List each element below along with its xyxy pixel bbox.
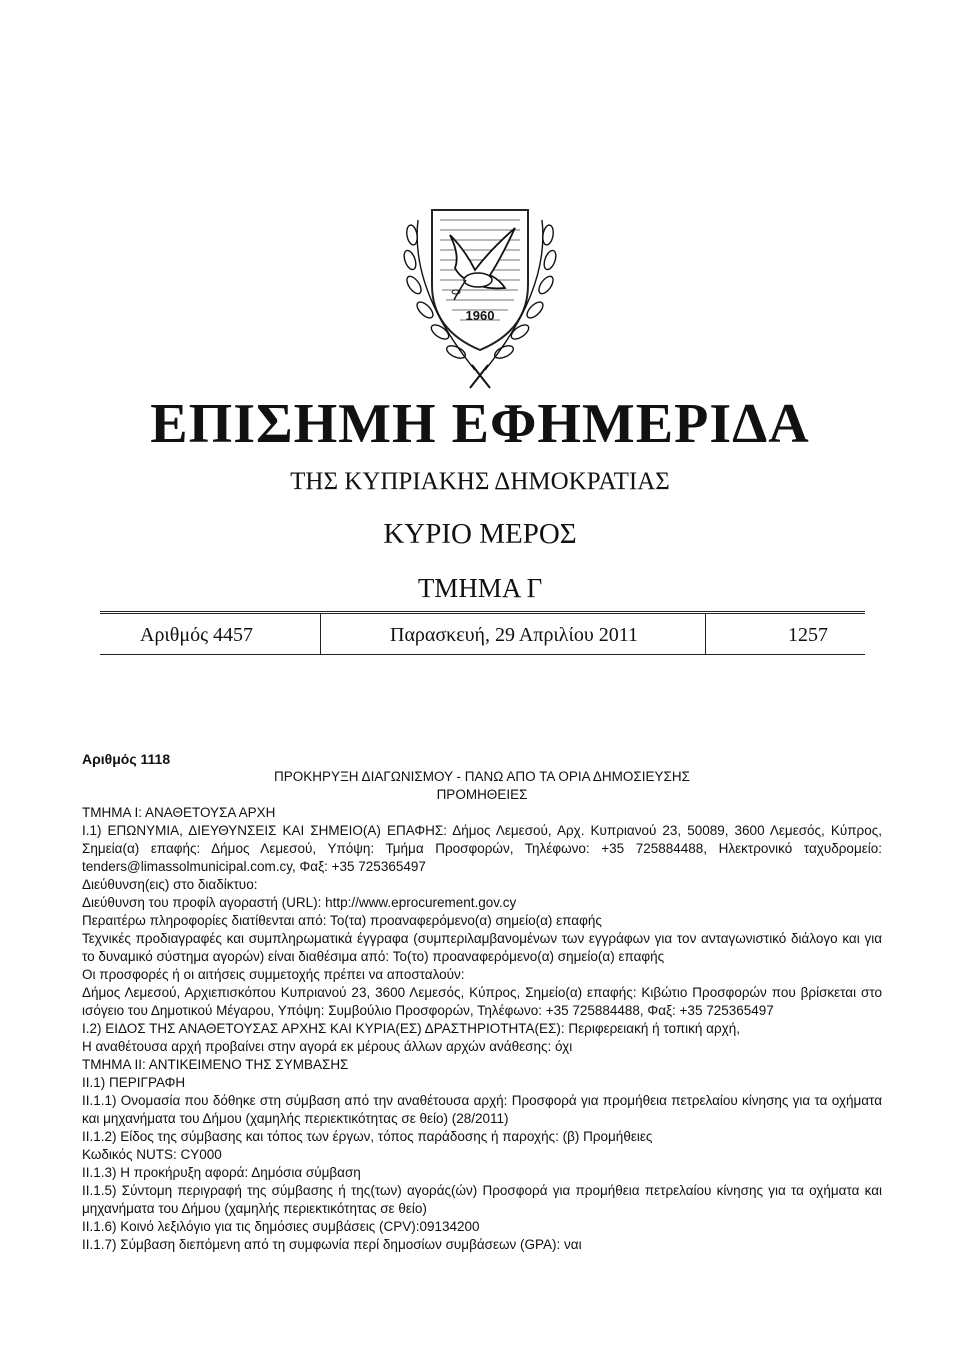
notice-line: ΙΙ.1.7) Σύμβαση διεπόμενη από τη συμφωνία περί δημοσίων συμβάσεων (GPA): ναι bbox=[82, 1237, 582, 1252]
section-heading: ΤΜΗΜΑ Ι: ΑΝΑΘΕΤΟΥΣΑ ΑΡΧΗ bbox=[82, 805, 276, 820]
notice-line: ΙΙ.1) ΠΕΡΙΓΡΑΦΗ bbox=[82, 1075, 186, 1090]
notice-line: Περαιτέρω πληροφορίες διατίθενται από: Το(τα) προαναφερόμενο(α) σημείο(α) επαφής bbox=[82, 913, 602, 928]
coat-of-arms-emblem bbox=[380, 180, 580, 395]
section-heading: ΤΜΗΜΑ ΙΙ: ΑΝΤΙΚΕΙΜΕΝΟ ΤΗΣ ΣΥΜΒΑΣΗΣ bbox=[82, 1057, 349, 1072]
notice-line: Οι προσφορές ή οι αιτήσεις συμμετοχής πρέπει να αποσταλούν: bbox=[82, 967, 465, 982]
notice-heading: ΠΡΟΚΗΡΥΞΗ ΔΙΑΓΩΝΙΣΜΟΥ - ΠΑΝΩ ΑΠΟ ΤΑ ΟΡΙΑ ΔΗΜΟΣΙΕΥΣΗΣ bbox=[274, 769, 690, 784]
emblem-year: 1960 bbox=[465, 308, 495, 323]
gazette-section: ΤΜΗΜΑ Γ bbox=[417, 573, 543, 603]
notice-paragraph: ΙΙ.1.5) Σύντομη περιγραφή της σύμβασης ή της(των) αγοράς(ών) Προσφορά για προμήθεια πετρελαίου κίνησης για τα οχήματα και μηχανήματα του Δήμου (χαμηλής περιεκτικότητας σε θείο) bbox=[82, 1183, 882, 1216]
page-number: 1257 bbox=[788, 624, 828, 646]
issue-divider bbox=[320, 614, 321, 654]
notice-line: Ι.2) ΕΙΔΟΣ ΤΗΣ ΑΝΑΘΕΤΟΥΣΑΣ ΑΡΧΗΣ ΚΑΙ ΚΥΡΙΑ(ΕΣ) ΔΡΑΣΤΗΡΙΟΤΗΤΑ(ΕΣ): Περιφερειακή ή τοπική αρχή, bbox=[82, 1021, 740, 1036]
notice-content bbox=[82, 750, 882, 1254]
notice-line: Διεύθυνση(εις) στο διαδίκτυο: bbox=[82, 877, 258, 892]
issue-date: Παρασκευή, 29 Απριλίου 2011 bbox=[390, 624, 639, 646]
notice-line: ΙΙ.1.3) Η προκήρυξη αφορά: Δημόσια σύμβαση bbox=[82, 1165, 361, 1180]
notice-subheading: ΠΡΟΜΗΘΕΙΕΣ bbox=[436, 787, 528, 802]
notice-line: ΙΙ.1.2) Είδος της σύμβασης και τόπος των έργων, τόπος παράδοσης ή παροχής: (β) Προμήθειες bbox=[82, 1129, 653, 1144]
notice-paragraph: Ι.1) ΕΠΩΝΥΜΙΑ, ΔΙΕΥΘΥΝΣΕΙΣ ΚΑΙ ΣΗΜΕΙΟ(Α) ΕΠΑΦΗΣ: Δήμος Λεμεσού, Αρχ. Κυπριανού 23, 50089, 3600 Λεμεσός, Κύπρος, Σημεία(α) επαφής: Δήμος Λεμεσού, Υπόψη: Τμήμα Προσφορών, Τηλέφωνο: +35 725884488, Ηλεκτρονικό ταχυδρομείο: tenders@limassolmunicipal.com.cy, Φαξ: +35 725365497 bbox=[82, 823, 882, 874]
issue-bar bbox=[100, 611, 865, 655]
gazette-subtitle: ΤΗΣ ΚΥΠΡΙΑΚΗΣ ΔΗΜΟΚΡΑΤΙΑΣ bbox=[290, 468, 670, 495]
notice-paragraph: Τεχνικές προδιαγραφές και συμπληρωματικά έγγραφα (συμπεριλαμβανομένων των εγγράφων για τον ανταγωνιστικό διάλογο και για το δυναμικό σύστημα αγορών) είναι διαθέσιμα από: Το(το) προαναφερόμενο(α) σημείο(α) επαφής bbox=[82, 931, 882, 964]
gazette-part: ΚΥΡΙΟ ΜΕΡΟΣ bbox=[383, 518, 577, 550]
gazette-title: ΕΠΙΣΗΜΗ ΕΦΗΜΕΡΙΔΑ bbox=[150, 393, 810, 455]
notice-paragraph: ΙΙ.1.1) Ονομασία που δόθηκε στη σύμβαση από την αναθέτουσα αρχή: Προσφορά για προμήθεια πετρελαίου κίνησης για τα οχήματα και μηχανήματα του Δήμου (χαμηλής περιεκτικότητας σε θείο) (28/2011) bbox=[82, 1093, 882, 1126]
notice-line: ΙΙ.1.6) Κοινό λεξιλόγιο για τις δημόσιες συμβάσεις (CPV):09134200 bbox=[82, 1219, 480, 1234]
issue-number: Αριθμός 4457 bbox=[140, 624, 254, 646]
issue-divider bbox=[705, 614, 706, 654]
notice-line: Κωδικός NUTS: CY000 bbox=[82, 1147, 222, 1162]
notice-line: Η αναθέτουσα αρχή προβαίνει στην αγορά εκ μέρους άλλων αρχών ανάθεσης: όχι bbox=[82, 1039, 573, 1054]
notice-paragraph: Δήμος Λεμεσού, Αρχιεπισκόπου Κυπριανού 23, 3600 Λεμεσός, Κύπρος, Σημείο(α) επαφής: Κιβώτιο Προσφορών που βρίσκεται στο ισόγειο του Δημοτικού Μέγαρου, Υπόψη: Συμβούλιο Προσφορών, Τηλέφωνο: +35 725884488, Φαξ: +35 725365497 bbox=[82, 985, 882, 1018]
notice-number: Αριθμός 1118 bbox=[82, 751, 171, 767]
buyer-profile-url[interactable]: Διεύθυνση του προφίλ αγοραστή (URL): http://www.eprocurement.gov.cy bbox=[82, 895, 517, 910]
